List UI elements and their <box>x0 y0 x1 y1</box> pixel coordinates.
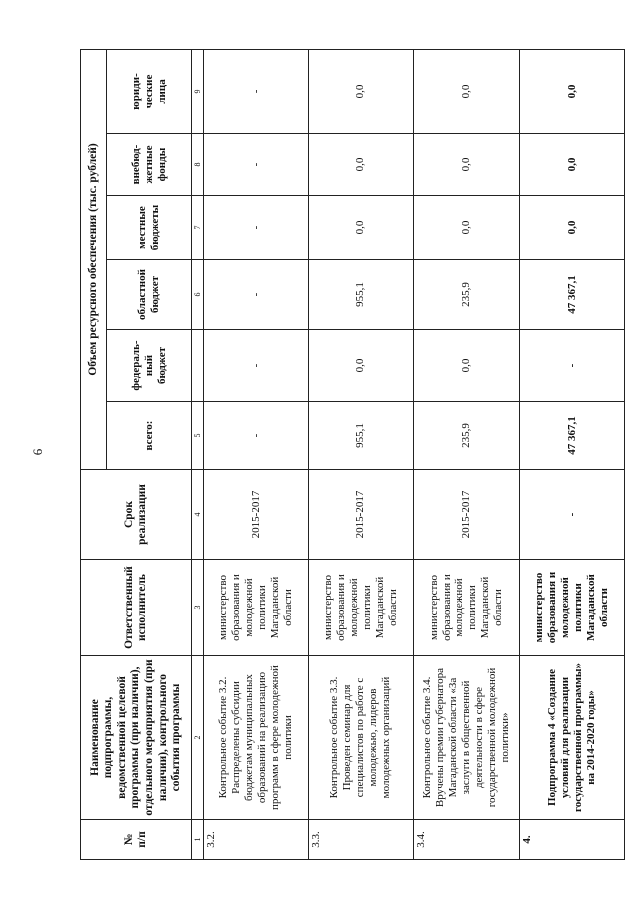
row-num: 4. <box>520 820 625 860</box>
table-row <box>520 49 625 859</box>
header-name: Наименование подпрограммы, ведомственной целевой программы (при наличии), отдельного мероприятия (при наличии), контрольного события программы <box>81 656 192 820</box>
column-number: 1 <box>192 820 204 860</box>
row-legal: 0,0 <box>520 49 625 133</box>
row-total: - <box>204 402 309 470</box>
row-regional: 955,1 <box>308 260 413 330</box>
row-offbudget: 0,0 <box>413 134 520 196</box>
header-funding: Объем ресурсного обеспечения (тыс. рублей) <box>81 49 107 469</box>
row-total: 955,1 <box>308 402 413 470</box>
column-number: 3 <box>192 560 204 656</box>
row-local: - <box>204 196 309 260</box>
header-local: местные бюджеты <box>106 196 192 260</box>
row-executor: министерство образования и молодежной политики Магаданской области <box>204 560 309 656</box>
row-offbudget: 0,0 <box>308 134 413 196</box>
header-executor: Ответственный исполнитель <box>81 560 192 656</box>
row-num: 3.4. <box>413 820 520 860</box>
rotated-table-stage <box>80 50 625 860</box>
row-period: 2015-2017 <box>308 470 413 560</box>
header-legal: юриди- ческие лица <box>106 49 192 133</box>
column-number: 6 <box>192 260 204 330</box>
row-local: 0,0 <box>413 196 520 260</box>
column-number <box>192 330 204 402</box>
header-federal: федераль- ный бюджет <box>106 330 192 402</box>
column-number: 2 <box>192 656 204 820</box>
row-offbudget: 0,0 <box>520 134 625 196</box>
table-row <box>204 49 309 859</box>
row-executor: министерство образования и молодежной политики Магаданской области <box>413 560 520 656</box>
row-federal: 0,0 <box>413 330 520 402</box>
row-legal: 0,0 <box>413 49 520 133</box>
row-legal: 0,0 <box>308 49 413 133</box>
row-name: Контрольное событие 3.3. Проведен семинар для специалистов по работе с молодежью, лидеров молодежных организаций <box>308 656 413 820</box>
header-total: всего: <box>106 402 192 470</box>
row-period: 2015-2017 <box>204 470 309 560</box>
column-number: 5 <box>192 402 204 470</box>
table-row <box>308 49 413 859</box>
row-regional: 235,9 <box>413 260 520 330</box>
row-federal: - <box>520 330 625 402</box>
column-number: 9 <box>192 49 204 133</box>
row-total: 47 367,1 <box>520 402 625 470</box>
header-period: Срок реализации <box>81 470 192 560</box>
column-number: 7 <box>192 196 204 260</box>
header-num: № п/п <box>81 820 192 860</box>
row-name: Контрольное событие 3.2. Распределены субсидии бюджетам муниципальных образований на реализацию программ в сфере молодежной политики <box>204 656 309 820</box>
row-federal: - <box>204 330 309 402</box>
header-offbudget: внебюд- жетные фонды <box>106 134 192 196</box>
row-period: 2015-2017 <box>413 470 520 560</box>
row-regional: 47 367,1 <box>520 260 625 330</box>
row-name: Контрольное событие 3.4. Вручены премии губернатора Магаданской области «За заслуги в общественной деятельности в сфере государственной молодежной политики» <box>413 656 520 820</box>
row-regional: - <box>204 260 309 330</box>
row-offbudget: - <box>204 134 309 196</box>
row-federal: 0,0 <box>308 330 413 402</box>
page-number: 6 <box>30 448 45 456</box>
column-number: 4 <box>192 470 204 560</box>
row-legal: - <box>204 49 309 133</box>
row-executor: министерство образования и молодежной политики Магаданской области <box>308 560 413 656</box>
row-executor: министерство образования и молодежной политики Магаданской области <box>520 560 625 656</box>
row-period: - <box>520 470 625 560</box>
header-regional: областной бюджет <box>106 260 192 330</box>
funding-table <box>80 49 625 860</box>
row-num: 3.2. <box>204 820 309 860</box>
row-local: 0,0 <box>520 196 625 260</box>
row-local: 0,0 <box>308 196 413 260</box>
column-number: 8 <box>192 134 204 196</box>
row-name: Подпрограмма 4 «Создание условий для реализации государственной программы» на 2014-2020 годы» <box>520 656 625 820</box>
table-row <box>413 49 520 859</box>
row-total: 235,9 <box>413 402 520 470</box>
row-num: 3.3. <box>308 820 413 860</box>
